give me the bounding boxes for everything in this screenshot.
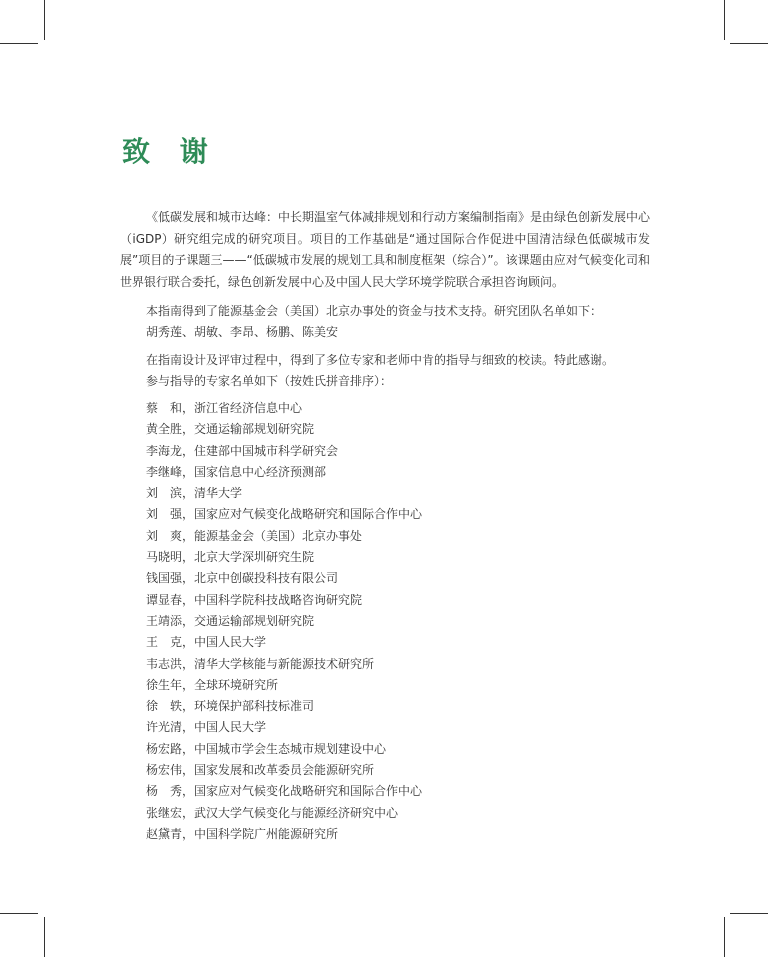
expert-item: 王 克，中国人民大学 (146, 635, 267, 650)
crop-mark (0, 913, 38, 914)
funding-line: 本指南得到了能源基金会（美国）北京办事处的资金与技术支持。研究团队名单如下： (146, 304, 603, 318)
thanks-line: 在指南设计及评审过程中，得到了多位专家和老师中肯的指导与细致的校读。特此感谢。 (146, 353, 615, 367)
expert-item: 张继宏，武汉大学气候变化与能源经济研究中心 (146, 805, 399, 820)
expert-item: 韦志洪，清华大学核能与新能源技术研究所 (146, 656, 375, 671)
expert-item: 刘 滨，清华大学 (146, 486, 243, 501)
expert-item: 马晓明，北京大学深圳研究生院 (146, 550, 315, 565)
experts-intro: 参与指导的专家名单如下（按姓氏拼音排序）： (146, 374, 393, 388)
expert-item: 钱国强，北京中创碳投科技有限公司 (146, 571, 339, 586)
crop-mark (724, 917, 725, 957)
expert-item: 谭显春，中国科学院科技战略咨询研究院 (146, 592, 363, 607)
intro-paragraph: 《低碳发展和城市达峰：中长期温室气体减排规划和行动方案编制指南》是由绿色创新发展中心（iGDP）研究组完成的研究项目。项目的工作基础是“通过国际合作促进中国清洁绿色低碳城市发展”项目的子课题三——“低碳城市发展的规划工具和制度框架（综合）”。该课题由应对气候变化司和世界银行联合委托，绿色创新发展中心及中国人民大学环境学院联合承担咨询顾问。 (120, 210, 651, 289)
experts-list (146, 398, 422, 845)
team-line: 胡秀莲、胡敏、李昂、杨鹏、陈美安 (146, 325, 339, 339)
expert-item: 王靖添，交通运输部规划研究院 (146, 613, 315, 628)
expert-item: 李海龙，住建部中国城市科学研究会 (146, 443, 339, 458)
crop-mark (724, 0, 725, 40)
expert-item: 刘 爽，能源基金会（美国）北京办事处 (146, 528, 363, 543)
crop-mark (0, 43, 38, 44)
crop-mark (730, 913, 768, 914)
expert-item: 徐 轶，环境保护部科技标准司 (146, 699, 315, 714)
expert-item: 赵黛青，中国科学院广州能源研究所 (146, 826, 339, 841)
expert-item: 许光清，中国人民大学 (146, 720, 267, 735)
expert-item: 蔡 和，浙江省经济信息中心 (146, 401, 303, 415)
page-title: 致 谢 (122, 135, 218, 168)
expert-item: 徐生年，全球环境研究所 (146, 677, 279, 692)
expert-item: 黄全胜，交通运输部规划研究院 (146, 422, 315, 437)
expert-item: 杨宏伟，国家发展和改革委员会能源研究所 (146, 763, 375, 778)
expert-item: 杨宏路，中国城市学会生态城市规划建设中心 (146, 741, 387, 756)
expert-item: 刘 强，国家应对气候变化战略研究和国际合作中心 (146, 507, 423, 522)
expert-item: 李继峰，国家信息中心经济预测部 (146, 464, 327, 479)
crop-mark (44, 0, 45, 40)
crop-mark (44, 917, 45, 957)
crop-mark (730, 43, 768, 44)
expert-item: 杨 秀，国家应对气候变化战略研究和国际合作中心 (146, 784, 423, 799)
